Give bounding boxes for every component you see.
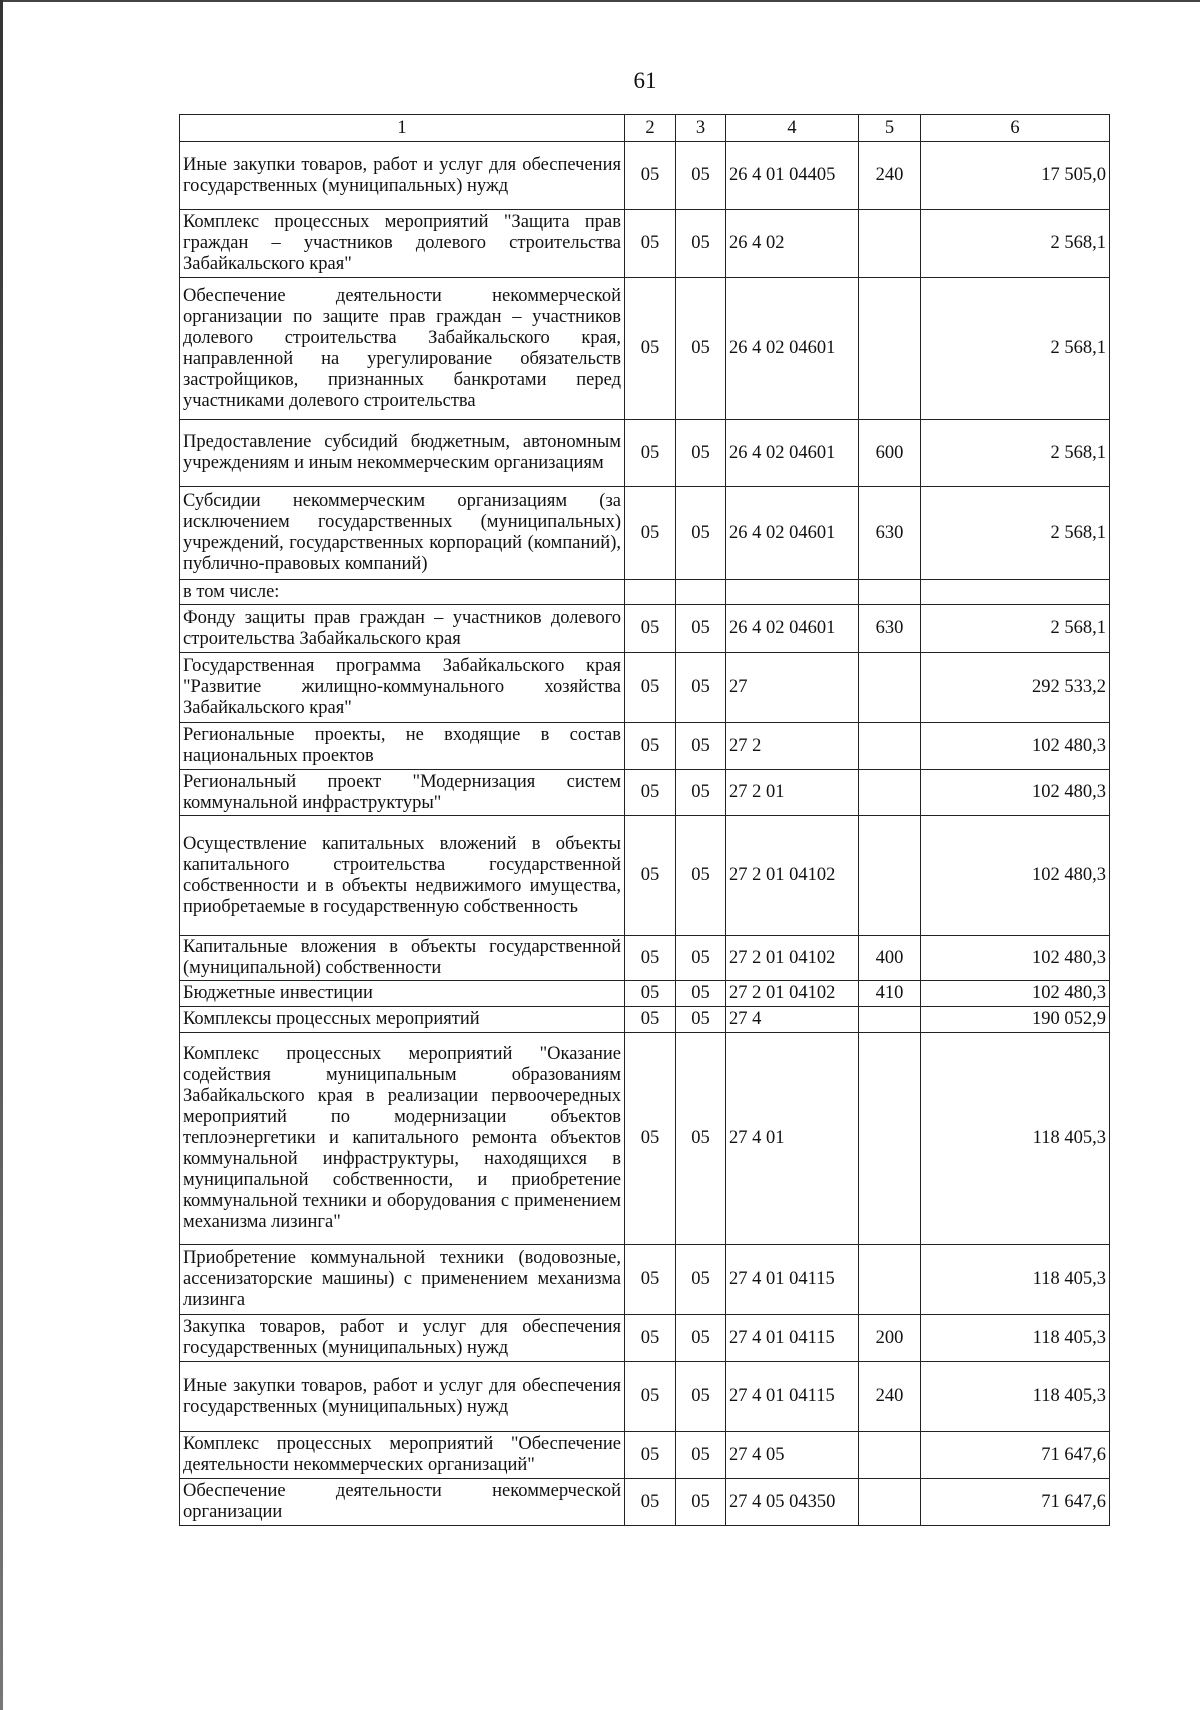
row-expense-type [859, 1479, 921, 1526]
row-section: 05 [625, 210, 676, 278]
row-section: 05 [625, 816, 676, 936]
row-subsection: 05 [676, 1315, 726, 1362]
row-amount: 102 480,3 [921, 816, 1110, 936]
row-target-code: 26 4 02 04601 [726, 278, 859, 420]
row-amount: 118 405,3 [921, 1033, 1110, 1245]
row-section: 05 [625, 605, 676, 653]
table-row [180, 1245, 1110, 1315]
row-name: Субсидии некоммерческим организациям (за исключением государственных (муниципальных) учреждений, государственных корпораций (компаний), публично-правовых компаний) [180, 487, 625, 580]
row-name: Иные закупки товаров, работ и услуг для обеспечения государственных (муниципальных) нужд [180, 142, 625, 210]
row-expense-type: 240 [859, 1362, 921, 1432]
row-name: Приобретение коммунальной техники (водовозные, ассенизаторские машины) с применением механизма лизинга [180, 1245, 625, 1315]
row-expense-type [859, 723, 921, 770]
row-amount: 2 568,1 [921, 605, 1110, 653]
row-name: Закупка товаров, работ и услуг для обеспечения государственных (муниципальных) нужд [180, 1315, 625, 1362]
table-row [180, 142, 1110, 210]
table-header-row [180, 115, 1110, 142]
row-expense-type: 200 [859, 1315, 921, 1362]
row-subsection: 05 [676, 1362, 726, 1432]
header-col-6: 6 [921, 115, 1110, 142]
row-amount: 102 480,3 [921, 936, 1110, 981]
row-name: в том числе: [180, 580, 625, 605]
row-subsection: 05 [676, 653, 726, 723]
row-section: 05 [625, 142, 676, 210]
row-expense-type [859, 770, 921, 816]
table-row [180, 770, 1110, 816]
row-target-code: 27 4 [726, 1007, 859, 1033]
table-row [180, 653, 1110, 723]
row-subsection: 05 [676, 1479, 726, 1526]
row-target-code: 27 2 01 04102 [726, 981, 859, 1007]
table-row [180, 1033, 1110, 1245]
row-subsection: 05 [676, 605, 726, 653]
row-amount: 2 568,1 [921, 278, 1110, 420]
scan-edge-left [0, 0, 3, 1710]
row-amount: 292 533,2 [921, 653, 1110, 723]
row-subsection: 05 [676, 981, 726, 1007]
row-name: Региональные проекты, не входящие в состав национальных проектов [180, 723, 625, 770]
row-target-code [726, 580, 859, 605]
row-expense-type: 400 [859, 936, 921, 981]
budget-table [179, 114, 1110, 1526]
row-subsection: 05 [676, 1432, 726, 1479]
row-expense-type: 240 [859, 142, 921, 210]
row-target-code: 26 4 02 04601 [726, 420, 859, 487]
table-row [180, 1315, 1110, 1362]
table-row [180, 580, 1110, 605]
header-col-4: 4 [726, 115, 859, 142]
row-subsection: 05 [676, 210, 726, 278]
row-amount: 71 647,6 [921, 1479, 1110, 1526]
row-section: 05 [625, 487, 676, 580]
row-amount: 190 052,9 [921, 1007, 1110, 1033]
table-row [180, 487, 1110, 580]
table-row [180, 1432, 1110, 1479]
row-section: 05 [625, 1007, 676, 1033]
row-subsection: 05 [676, 816, 726, 936]
row-amount: 118 405,3 [921, 1362, 1110, 1432]
row-amount: 118 405,3 [921, 1245, 1110, 1315]
table-row [180, 936, 1110, 981]
row-name: Комплекс процессных мероприятий "Оказание содействия муниципальным образованиям Забайкальского края в реализации первоочередных мероприятий по модернизации объектов теплоэнергетики и капитального ремонта объектов коммунальной инфраструктуры, находящихся в муниципальной собственности, и приобретение коммунальной техники и оборудования с применением механизма лизинга" [180, 1033, 625, 1245]
row-amount: 102 480,3 [921, 770, 1110, 816]
row-target-code: 27 [726, 653, 859, 723]
row-name: Бюджетные инвестиции [180, 981, 625, 1007]
row-name: Комплексы процессных мероприятий [180, 1007, 625, 1033]
row-expense-type [859, 1007, 921, 1033]
row-name: Иные закупки товаров, работ и услуг для обеспечения государственных (муниципальных) нужд [180, 1362, 625, 1432]
row-name: Обеспечение деятельности некоммерческой организации [180, 1479, 625, 1526]
row-subsection: 05 [676, 1033, 726, 1245]
row-expense-type [859, 653, 921, 723]
row-name: Фонду защиты прав граждан – участников долевого строительства Забайкальского края [180, 605, 625, 653]
row-amount [921, 580, 1110, 605]
row-amount: 102 480,3 [921, 723, 1110, 770]
row-expense-type [859, 1432, 921, 1479]
header-col-2: 2 [625, 115, 676, 142]
row-name: Региональный проект "Модернизация систем коммунальной инфраструктуры" [180, 770, 625, 816]
row-section: 05 [625, 723, 676, 770]
row-expense-type: 630 [859, 487, 921, 580]
row-name: Государственная программа Забайкальского края "Развитие жилищно-коммунального хозяйства Забайкальского края" [180, 653, 625, 723]
table-row [180, 1479, 1110, 1526]
row-section: 05 [625, 653, 676, 723]
table-row [180, 816, 1110, 936]
row-target-code: 27 4 01 04115 [726, 1362, 859, 1432]
scan-edge-top [0, 0, 1200, 2]
row-target-code: 27 2 [726, 723, 859, 770]
row-amount: 2 568,1 [921, 487, 1110, 580]
row-target-code: 27 2 01 04102 [726, 936, 859, 981]
row-section: 05 [625, 278, 676, 420]
row-expense-type: 600 [859, 420, 921, 487]
row-amount: 2 568,1 [921, 210, 1110, 278]
table-row [180, 420, 1110, 487]
table-row [180, 278, 1110, 420]
row-expense-type [859, 1033, 921, 1245]
row-expense-type: 410 [859, 981, 921, 1007]
row-section: 05 [625, 981, 676, 1007]
row-expense-type [859, 1245, 921, 1315]
row-section: 05 [625, 420, 676, 487]
table-row [180, 723, 1110, 770]
row-amount: 118 405,3 [921, 1315, 1110, 1362]
table-row [180, 605, 1110, 653]
row-amount: 17 505,0 [921, 142, 1110, 210]
row-section: 05 [625, 770, 676, 816]
row-section: 05 [625, 1315, 676, 1362]
row-target-code: 27 2 01 04102 [726, 816, 859, 936]
row-name: Осуществление капитальных вложений в объекты капитального строительства государственной собственности и в объекты недвижимого имущества, приобретаемые в государственную собственность [180, 816, 625, 936]
table-row [180, 210, 1110, 278]
row-name: Обеспечение деятельности некоммерческой организации по защите прав граждан – участников долевого строительства Забайкальского края, направленной на урегулирование обязательств застройщиков, признанных банкротами перед участниками долевого строительства [180, 278, 625, 420]
row-subsection: 05 [676, 723, 726, 770]
row-expense-type [859, 580, 921, 605]
row-expense-type [859, 816, 921, 936]
row-expense-type: 630 [859, 605, 921, 653]
table-row [180, 981, 1110, 1007]
row-target-code: 27 4 05 04350 [726, 1479, 859, 1526]
row-amount: 71 647,6 [921, 1432, 1110, 1479]
row-subsection: 05 [676, 1007, 726, 1033]
row-subsection: 05 [676, 936, 726, 981]
row-name: Предоставление субсидий бюджетным, автономным учреждениям и иным некоммерческим организациям [180, 420, 625, 487]
row-name: Капитальные вложения в объекты государственной (муниципальной) собственности [180, 936, 625, 981]
row-section: 05 [625, 1362, 676, 1432]
row-section: 05 [625, 1245, 676, 1315]
row-target-code: 27 4 01 04115 [726, 1315, 859, 1362]
header-col-5: 5 [859, 115, 921, 142]
row-section: 05 [625, 1432, 676, 1479]
row-subsection: 05 [676, 487, 726, 580]
row-section: 05 [625, 1033, 676, 1245]
row-target-code: 26 4 02 04601 [726, 487, 859, 580]
row-amount: 2 568,1 [921, 420, 1110, 487]
row-expense-type [859, 210, 921, 278]
row-section: 05 [625, 936, 676, 981]
row-subsection: 05 [676, 1245, 726, 1315]
row-name: Комплекс процессных мероприятий "Обеспечение деятельности некоммерческих организаций" [180, 1432, 625, 1479]
row-expense-type [859, 278, 921, 420]
header-col-1: 1 [180, 115, 625, 142]
row-name: Комплекс процессных мероприятий "Защита прав граждан – участников долевого строительства Забайкальского края" [180, 210, 625, 278]
row-target-code: 26 4 02 [726, 210, 859, 278]
row-subsection: 05 [676, 420, 726, 487]
row-amount: 102 480,3 [921, 981, 1110, 1007]
row-subsection: 05 [676, 770, 726, 816]
row-subsection: 05 [676, 142, 726, 210]
row-target-code: 27 4 05 [726, 1432, 859, 1479]
row-target-code: 27 2 01 [726, 770, 859, 816]
row-section: 05 [625, 1479, 676, 1526]
row-target-code: 26 4 01 04405 [726, 142, 859, 210]
row-subsection [676, 580, 726, 605]
row-target-code: 27 4 01 04115 [726, 1245, 859, 1315]
header-col-3: 3 [676, 115, 726, 142]
row-target-code: 26 4 02 04601 [726, 605, 859, 653]
page-number: 61 [633, 68, 657, 93]
row-target-code: 27 4 01 [726, 1033, 859, 1245]
row-subsection: 05 [676, 278, 726, 420]
table-row [180, 1362, 1110, 1432]
row-section [625, 580, 676, 605]
table-row [180, 1007, 1110, 1033]
